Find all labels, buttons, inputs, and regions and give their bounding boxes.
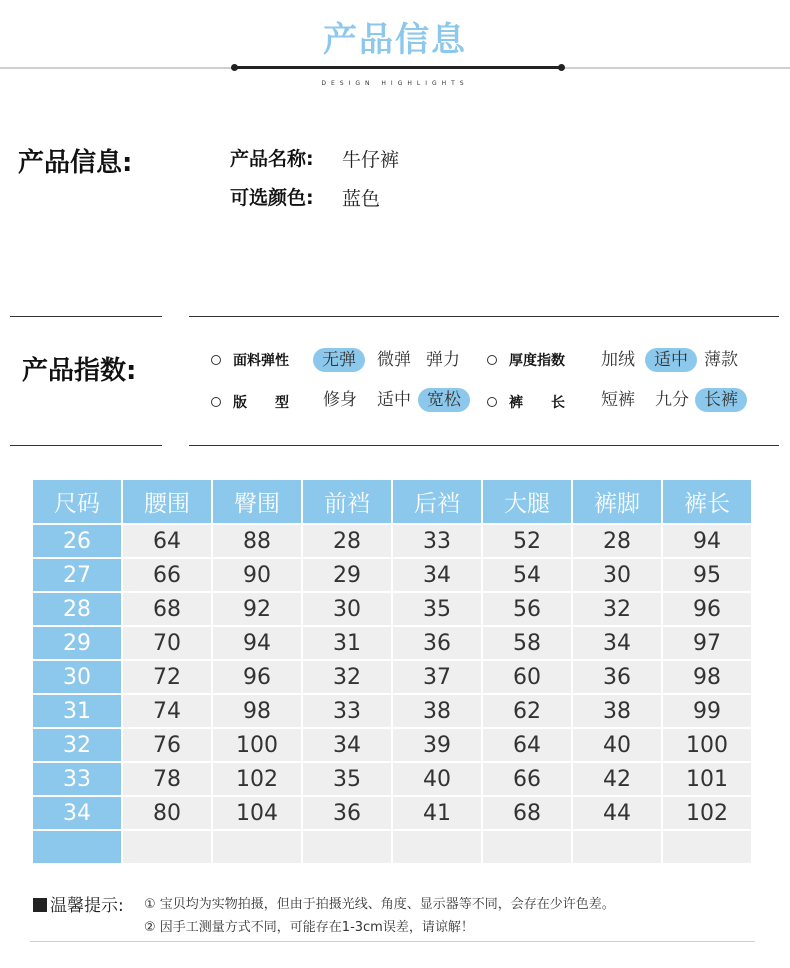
page-subtitle: DESIGN HIGHLIGHTS bbox=[321, 80, 469, 87]
size-cell: 26 bbox=[33, 525, 121, 557]
option-fit-loose: 宽松 bbox=[418, 388, 470, 412]
option-elasticity-slight: 微弹 bbox=[377, 350, 411, 370]
table-cell: 95 bbox=[663, 559, 751, 591]
table-cell: 37 bbox=[393, 661, 481, 693]
option-elasticity-stretch: 弹力 bbox=[426, 350, 460, 370]
product-index-title: 产品指数: bbox=[22, 356, 137, 386]
header-leg-opening: 裤脚 bbox=[573, 480, 661, 523]
table-row bbox=[33, 525, 751, 557]
table-cell bbox=[123, 831, 211, 863]
notes-title bbox=[33, 891, 124, 916]
option-thickness-medium: 适中 bbox=[645, 348, 697, 372]
table-cell: 68 bbox=[483, 797, 571, 829]
header-size: 尺码 bbox=[33, 480, 121, 523]
table-cell bbox=[393, 831, 481, 863]
table-row bbox=[33, 559, 751, 591]
table-cell: 41 bbox=[393, 797, 481, 829]
table-cell: 104 bbox=[213, 797, 301, 829]
table-cell: 34 bbox=[303, 729, 391, 761]
notes-title-text: 温馨提示: bbox=[50, 896, 124, 916]
header-back-rise: 后裆 bbox=[393, 480, 481, 523]
table-cell: 80 bbox=[123, 797, 211, 829]
bullet-icon bbox=[487, 355, 497, 365]
size-cell: 32 bbox=[33, 729, 121, 761]
table-cell: 34 bbox=[573, 627, 661, 659]
table-cell: 30 bbox=[303, 593, 391, 625]
table-cell: 100 bbox=[213, 729, 301, 761]
table-cell: 100 bbox=[663, 729, 751, 761]
product-color-label: 可选颜色: bbox=[230, 187, 314, 209]
table-cell: 36 bbox=[573, 661, 661, 693]
table-cell: 72 bbox=[123, 661, 211, 693]
header-front-rise: 前裆 bbox=[303, 480, 391, 523]
table-cell: 102 bbox=[213, 763, 301, 795]
index-top-rule-left bbox=[10, 316, 162, 317]
size-cell: 28 bbox=[33, 593, 121, 625]
table-cell: 66 bbox=[483, 763, 571, 795]
header-accent-bar bbox=[234, 66, 562, 69]
table-cell: 32 bbox=[573, 593, 661, 625]
note-item bbox=[144, 893, 615, 912]
table-cell: 94 bbox=[213, 627, 301, 659]
option-elasticity-none: 无弹 bbox=[313, 348, 365, 372]
table-cell: 90 bbox=[213, 559, 301, 591]
size-cell: 33 bbox=[33, 763, 121, 795]
size-cell: 29 bbox=[33, 627, 121, 659]
index-bottom-rule-right bbox=[189, 445, 779, 446]
table-cell: 52 bbox=[483, 525, 571, 557]
table-cell: 28 bbox=[303, 525, 391, 557]
index-label-length: 裤 长 bbox=[509, 395, 565, 411]
table-cell: 64 bbox=[123, 525, 211, 557]
table-row bbox=[33, 763, 751, 795]
index-label-fit: 版 型 bbox=[233, 395, 289, 411]
table-cell: 96 bbox=[663, 593, 751, 625]
table-row bbox=[33, 729, 751, 761]
table-cell: 40 bbox=[573, 729, 661, 761]
table-cell: 29 bbox=[303, 559, 391, 591]
table-cell: 42 bbox=[573, 763, 661, 795]
product-name-label: 产品名称: bbox=[230, 148, 314, 170]
table-cell: 33 bbox=[393, 525, 481, 557]
table-cell bbox=[663, 831, 751, 863]
option-length-cropped: 九分 bbox=[655, 390, 689, 410]
size-cell: 30 bbox=[33, 661, 121, 693]
table-cell: 102 bbox=[663, 797, 751, 829]
table-cell: 99 bbox=[663, 695, 751, 727]
header-waist: 腰围 bbox=[123, 480, 211, 523]
table-row bbox=[33, 627, 751, 659]
table-row bbox=[33, 831, 751, 863]
size-table bbox=[31, 478, 753, 865]
note-text: 宝贝均为实物拍摄，但由于拍摄光线、角度、显示器等不同，会存在少许色差。 bbox=[159, 897, 615, 912]
table-cell: 101 bbox=[663, 763, 751, 795]
note-item bbox=[144, 916, 474, 935]
option-thickness-thin: 薄款 bbox=[704, 350, 738, 370]
index-label-thickness: 厚度指数 bbox=[509, 353, 565, 369]
table-cell: 28 bbox=[573, 525, 661, 557]
table-cell: 30 bbox=[573, 559, 661, 591]
table-cell: 76 bbox=[123, 729, 211, 761]
table-cell: 38 bbox=[393, 695, 481, 727]
square-bullet-icon bbox=[33, 898, 47, 912]
bottom-divider bbox=[30, 941, 755, 942]
page-title: 产品信息 bbox=[323, 20, 467, 60]
table-cell: 98 bbox=[663, 661, 751, 693]
table-cell: 88 bbox=[213, 525, 301, 557]
table-cell bbox=[573, 831, 661, 863]
table-row bbox=[33, 593, 751, 625]
table-cell: 35 bbox=[303, 763, 391, 795]
index-bottom-rule-left bbox=[10, 445, 162, 446]
table-cell: 35 bbox=[393, 593, 481, 625]
table-row bbox=[33, 661, 751, 693]
table-cell: 31 bbox=[303, 627, 391, 659]
table-cell: 68 bbox=[123, 593, 211, 625]
table-cell: 32 bbox=[303, 661, 391, 693]
option-length-shorts: 短裤 bbox=[601, 390, 635, 410]
table-cell: 62 bbox=[483, 695, 571, 727]
header-thigh: 大腿 bbox=[483, 480, 571, 523]
product-name-value: 牛仔裤 bbox=[342, 149, 400, 171]
size-cell: 31 bbox=[33, 695, 121, 727]
table-body bbox=[33, 525, 751, 863]
table-cell: 74 bbox=[123, 695, 211, 727]
header-hip: 臀围 bbox=[213, 480, 301, 523]
table-cell: 39 bbox=[393, 729, 481, 761]
product-color-value: 蓝色 bbox=[342, 188, 381, 210]
option-fit-regular: 适中 bbox=[377, 390, 411, 410]
table-cell: 60 bbox=[483, 661, 571, 693]
size-cell: 27 bbox=[33, 559, 121, 591]
table-cell: 97 bbox=[663, 627, 751, 659]
index-top-rule-right bbox=[189, 316, 779, 317]
product-info-title: 产品信息: bbox=[18, 148, 133, 178]
table-cell bbox=[303, 831, 391, 863]
table-cell: 78 bbox=[123, 763, 211, 795]
option-length-full: 长裤 bbox=[695, 388, 747, 412]
table-cell: 66 bbox=[123, 559, 211, 591]
note-marker: ② bbox=[144, 920, 156, 935]
table-cell: 38 bbox=[573, 695, 661, 727]
table-cell: 96 bbox=[213, 661, 301, 693]
table-cell: 44 bbox=[573, 797, 661, 829]
bullet-icon bbox=[211, 397, 221, 407]
table-cell: 36 bbox=[393, 627, 481, 659]
table-cell: 58 bbox=[483, 627, 571, 659]
option-fit-slim: 修身 bbox=[323, 390, 357, 410]
table-cell: 36 bbox=[303, 797, 391, 829]
table-cell: 33 bbox=[303, 695, 391, 727]
table-row bbox=[33, 797, 751, 829]
table-cell bbox=[213, 831, 301, 863]
bullet-icon bbox=[487, 397, 497, 407]
table-cell: 94 bbox=[663, 525, 751, 557]
note-marker: ① bbox=[144, 897, 156, 912]
table-cell bbox=[483, 831, 571, 863]
table-cell: 34 bbox=[393, 559, 481, 591]
table-header-row bbox=[33, 480, 751, 523]
size-cell: 34 bbox=[33, 797, 121, 829]
index-label-elasticity: 面料弹性 bbox=[233, 353, 289, 369]
table-row bbox=[33, 695, 751, 727]
table-cell: 64 bbox=[483, 729, 571, 761]
option-thickness-fleece: 加绒 bbox=[601, 350, 635, 370]
size-cell bbox=[33, 831, 121, 863]
header-length: 裤长 bbox=[663, 480, 751, 523]
table-cell: 98 bbox=[213, 695, 301, 727]
table-cell: 70 bbox=[123, 627, 211, 659]
note-text: 因手工测量方式不同，可能存在1-3cm误差，请谅解！ bbox=[159, 920, 474, 935]
bullet-icon bbox=[211, 355, 221, 365]
table-cell: 92 bbox=[213, 593, 301, 625]
table-cell: 40 bbox=[393, 763, 481, 795]
table-cell: 54 bbox=[483, 559, 571, 591]
table-cell: 56 bbox=[483, 593, 571, 625]
